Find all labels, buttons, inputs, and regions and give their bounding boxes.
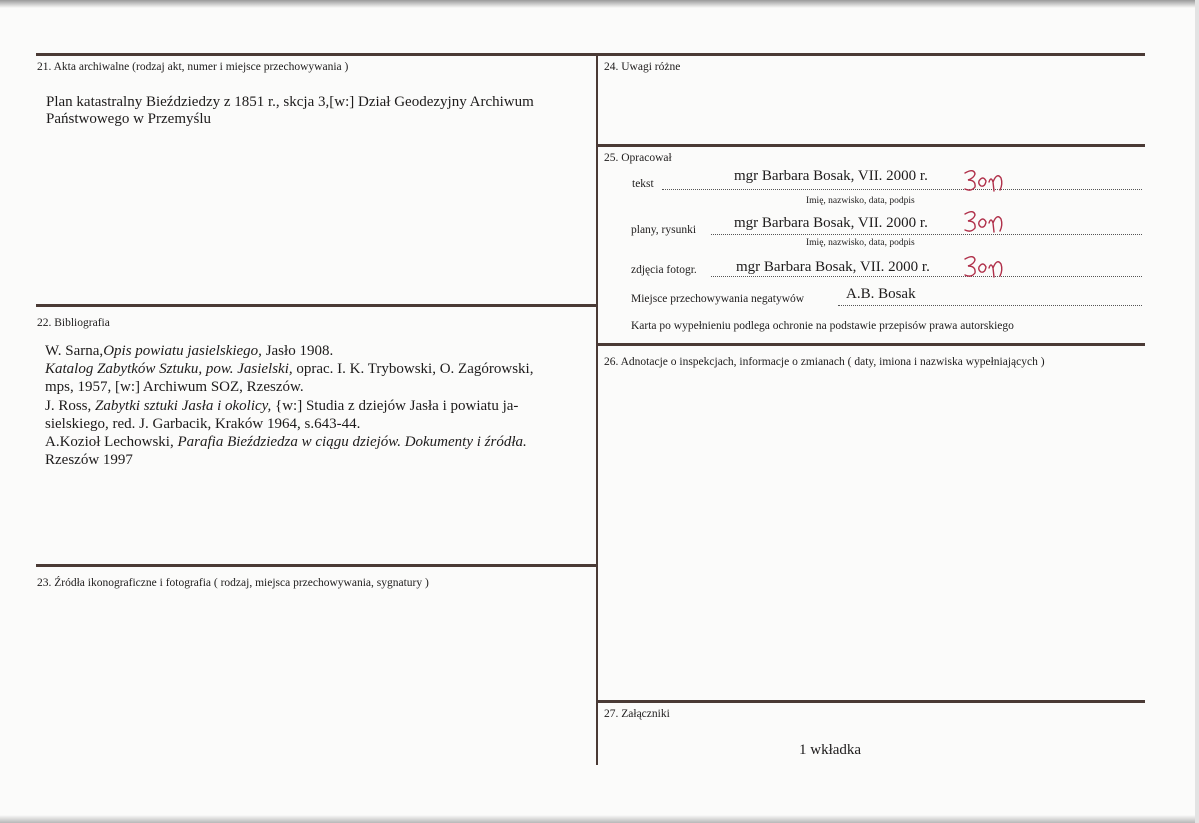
bibliography-title: Opis powiatu jasielskiego, [103, 343, 262, 359]
rule-22-23 [36, 564, 597, 567]
page-top-edge [0, 0, 1199, 8]
bibliography-entry-3 [45, 397, 518, 415]
signature-plany [962, 209, 1012, 235]
bibliography-entry-2-cont: mps, 1957, [w:] Archiwum SOZ, Rzeszów. [45, 379, 304, 395]
plany-label: plany, rysunki [631, 224, 697, 236]
plany-hint: Imię, nazwisko, data, podpis [806, 238, 915, 248]
zdjecia-dotted-line [711, 276, 1142, 277]
signature-zdjecia [962, 254, 1012, 280]
section-21-label: 21. Akta archiwalne (rodzaj akt, numer i miejsce przechowywania ) [37, 61, 349, 73]
section-23-label: 23. Źródła ikonograficzne i fotografia ( rodzaj, miejsca przechowywania, sygnatury ) [37, 577, 429, 589]
plany-value: mgr Barbara Bosak, VII. 2000 r. [734, 215, 928, 231]
bibliography-entry-1 [45, 342, 333, 360]
bibliography-entry-4-cont: Rzeszów 1997 [45, 452, 133, 468]
top-rule [36, 53, 1145, 56]
tekst-dotted-line [662, 189, 1142, 190]
bibliography-author: J. Ross, [45, 398, 96, 414]
signature-tekst [962, 168, 1012, 194]
zdjecia-value: mgr Barbara Bosak, VII. 2000 r. [736, 259, 930, 275]
bibliography-entry-4 [45, 433, 527, 451]
zdjecia-label: zdjęcia fotogr. [631, 264, 697, 276]
page-right-edge [1195, 0, 1199, 823]
negatywy-label: Miejsce przechowywania negatywów [631, 293, 805, 305]
bibliography-title: Katalog Zabytków Sztuku, pow. Jasielski, [45, 361, 293, 377]
bibliography-publication: Jasło 1908. [261, 343, 334, 359]
section-24-label: 24. Uwagi różne [604, 61, 681, 73]
negatywy-value: A.B. Bosak [846, 286, 916, 302]
bibliography-author: W. Sarna, [45, 343, 104, 359]
section-27-label: 27. Załączniki [604, 708, 670, 720]
section-25-label: 25. Opracował [604, 152, 672, 164]
rule-24-25 [597, 144, 1145, 147]
section-21-line-1: Plan katastralny Bieździedzy z 1851 r., skcja 3,[w:] Dział Geodezyjny Archiwum [46, 94, 534, 110]
tekst-label: tekst [632, 178, 654, 190]
section-21-line-2: Państwowego w Przemyślu [46, 111, 211, 127]
tekst-hint: Imię, nazwisko, data, podpis [806, 196, 915, 206]
section-26-label: 26. Adnotacje o inspekcjach, informacje o zmianach ( daty, imiona i nazwiska wypełniających ) [604, 356, 1045, 368]
bibliography-entry-3-cont: sielskiego, red. J. Garbacik, Kraków 1964, s.643-44. [45, 416, 361, 432]
rule-26-27 [597, 700, 1145, 703]
bibliography-publication: {w:] Studia z dziejów Jasła i powiatu ja- [271, 398, 519, 414]
rule-21-22 [36, 304, 597, 307]
bibliography-author: A.Kozioł Lechowski, [45, 434, 178, 450]
rule-25-26 [597, 343, 1145, 346]
bibliography-title: Zabytki sztuki Jasła i okolicy, [95, 398, 272, 414]
plany-dotted-line [711, 234, 1142, 235]
tekst-value: mgr Barbara Bosak, VII. 2000 r. [734, 168, 928, 184]
page-bottom-edge [0, 815, 1199, 823]
negatywy-dotted-line [838, 305, 1142, 306]
bibliography-publication: oprac. I. K. Trybowski, O. Zagórowski, [292, 361, 534, 377]
bibliography-entry-2 [45, 360, 533, 378]
bibliography-title: Parafia Bieździedza w ciągu dziejów. Dokumenty i źródła. [177, 434, 527, 450]
attachments-value: 1 wkładka [799, 742, 862, 758]
section-22-label: 22. Bibliografia [37, 317, 110, 329]
copyright-note: Karta po wypełnieniu podlega ochronie na podstawie przepisów prawa autorskiego [631, 320, 1014, 332]
center-divider [596, 53, 598, 765]
